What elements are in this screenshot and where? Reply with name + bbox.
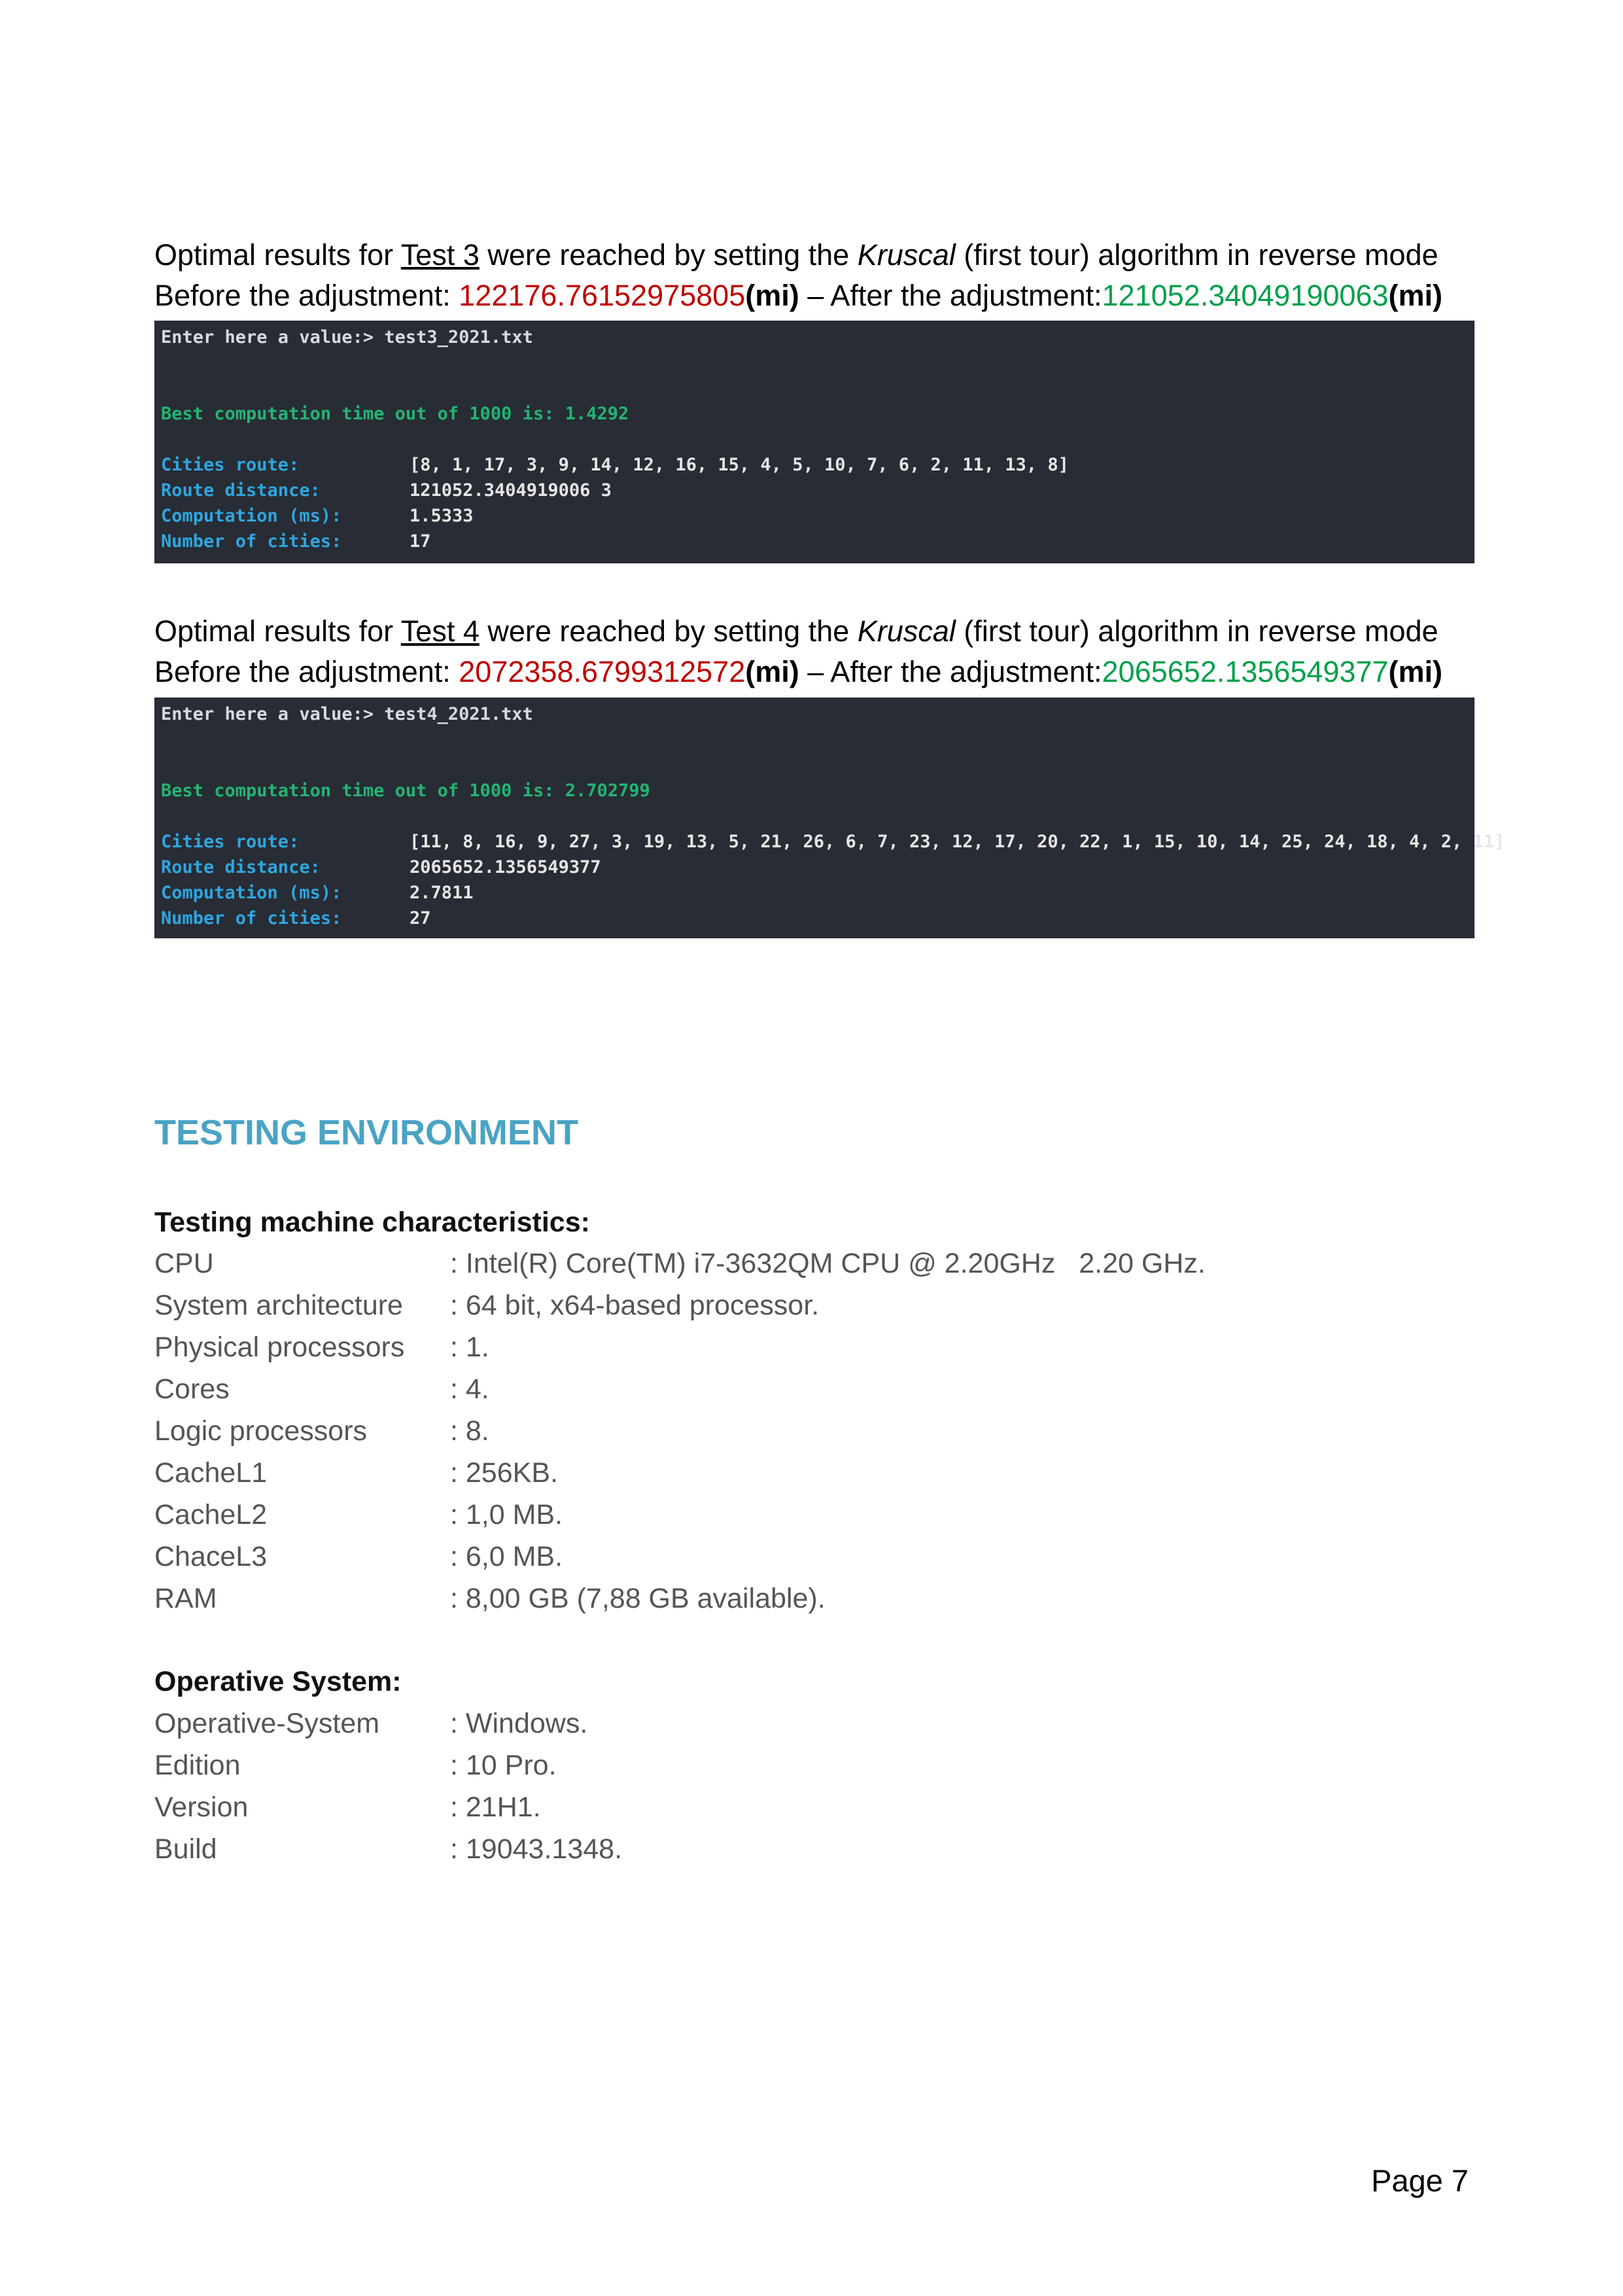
console-key: Computation (ms): <box>161 883 342 903</box>
spec-key: Physical processors <box>154 1332 405 1363</box>
after-label: – After the adjustment: <box>799 655 1102 688</box>
console-key: Cities route: <box>161 832 300 852</box>
console-row <box>161 480 612 501</box>
spec-value: : 10 Pro. <box>450 1750 557 1781</box>
spec-key: CacheL1 <box>154 1457 268 1489</box>
spec-value: : 8. <box>450 1415 489 1447</box>
console-row <box>161 832 1505 852</box>
unit: (mi) <box>1388 655 1442 688</box>
console-screenshot-test3 <box>154 321 1475 563</box>
console-row <box>161 506 474 526</box>
test3-intro <box>154 234 1475 276</box>
spec-key: ChaceL3 <box>154 1541 268 1572</box>
section-title: TESTING ENVIRONMENT <box>154 1113 579 1152</box>
intro-suffix: (first tour) algorithm in reverse mode <box>955 614 1439 648</box>
machine-title: Testing machine characteristics: <box>154 1207 590 1238</box>
algorithm-name: Kruscal <box>857 238 956 272</box>
spec-value: : Intel(R) Core(TM) i7-3632QM CPU @ 2.20GHz 2.20 GHz. <box>450 1248 1206 1279</box>
console-value: [8, 1, 17, 3, 9, 14, 12, 16, 15, 4, 5, 10, 7, 6, 2, 11, 13, 8] <box>410 455 1069 475</box>
console-value: 1.5333 <box>410 506 474 526</box>
spec-key: Logic processors <box>154 1415 368 1447</box>
console-row <box>161 883 474 903</box>
page-number: Page 7 <box>1371 2163 1469 2198</box>
console-best-time: Best computation time out of 1000 is: 1.4292 <box>161 404 629 424</box>
spec-value: : 6,0 MB. <box>450 1541 563 1572</box>
test4-intro <box>154 610 1475 652</box>
console-value: 17 <box>410 531 431 552</box>
console-row <box>161 455 1069 475</box>
console-value: 27 <box>410 908 431 928</box>
spec-value: : 1. <box>450 1332 489 1363</box>
spec-value: : 1,0 MB. <box>450 1499 563 1530</box>
spec-key: Edition <box>154 1750 241 1781</box>
console-key: Number of cities: <box>161 531 342 552</box>
console-key: Route distance: <box>161 480 321 501</box>
intro-middle: were reached by setting the <box>479 238 858 272</box>
console-prompt: Enter here a value:> test4_2021.txt <box>161 704 533 724</box>
intro-suffix: (first tour) algorithm in reverse mode <box>955 238 1439 272</box>
spec-key: System architecture <box>154 1290 403 1321</box>
spec-key: CacheL2 <box>154 1499 268 1530</box>
spec-key: CPU <box>154 1248 214 1279</box>
after-value: 2065652.1356549377 <box>1102 655 1389 688</box>
after-label: – After the adjustment: <box>799 279 1102 312</box>
spec-key: RAM <box>154 1583 217 1614</box>
test4-results <box>154 651 1475 693</box>
spec-value: : 19043.1348. <box>450 1833 623 1865</box>
spec-key: Build <box>154 1833 217 1865</box>
console-key: Number of cities: <box>161 908 342 928</box>
console-value: 2.7811 <box>410 883 474 903</box>
spec-value: : Windows. <box>450 1708 588 1739</box>
console-value: 2065652.1356549377 <box>410 857 601 877</box>
spec-key: Cores <box>154 1373 230 1405</box>
spec-key: Version <box>154 1792 249 1823</box>
unit: (mi) <box>745 655 799 688</box>
after-value: 121052.34049190063 <box>1102 279 1389 312</box>
before-label: Before the adjustment: <box>154 279 459 312</box>
console-key: Cities route: <box>161 455 300 475</box>
before-label: Before the adjustment: <box>154 655 459 688</box>
console-key: Route distance: <box>161 857 321 877</box>
console-row <box>161 857 601 877</box>
spec-value: : 4. <box>450 1373 489 1405</box>
test3-results <box>154 275 1475 317</box>
test4-label: Test 4 <box>400 614 480 648</box>
algorithm-name: Kruscal <box>857 614 956 648</box>
os-title: Operative System: <box>154 1666 402 1697</box>
console-screenshot-test4 <box>154 698 1505 938</box>
console-value: 121052.3404919006 3 <box>410 480 612 501</box>
spec-value: : 8,00 GB (7,88 GB available). <box>450 1583 826 1614</box>
spec-key: Operative-System <box>154 1708 380 1739</box>
intro-prefix: Optimal results for <box>154 238 401 272</box>
before-value: 122176.76152975805 <box>459 279 746 312</box>
before-value: 2072358.6799312572 <box>459 655 746 688</box>
test3-label: Test 3 <box>400 238 480 272</box>
console-row <box>161 531 431 552</box>
spec-value: : 256KB. <box>450 1457 558 1489</box>
unit: (mi) <box>1388 279 1442 312</box>
spec-value: : 64 bit, x64-based processor. <box>450 1290 820 1321</box>
console-best-time: Best computation time out of 1000 is: 2.702799 <box>161 781 650 801</box>
spec-value: : 21H1. <box>450 1792 541 1823</box>
unit: (mi) <box>745 279 799 312</box>
console-prompt: Enter here a value:> test3_2021.txt <box>161 327 533 347</box>
intro-middle: were reached by setting the <box>479 614 858 648</box>
console-key: Computation (ms): <box>161 506 342 526</box>
intro-prefix: Optimal results for <box>154 614 401 648</box>
console-row <box>161 908 431 928</box>
console-value: [11, 8, 16, 9, 27, 3, 19, 13, 5, 21, 26, 6, 7, 23, 12, 17, 20, 22, 1, 15, 10, 14, 25, 24, 18, 4, 2, 11] <box>410 832 1505 852</box>
